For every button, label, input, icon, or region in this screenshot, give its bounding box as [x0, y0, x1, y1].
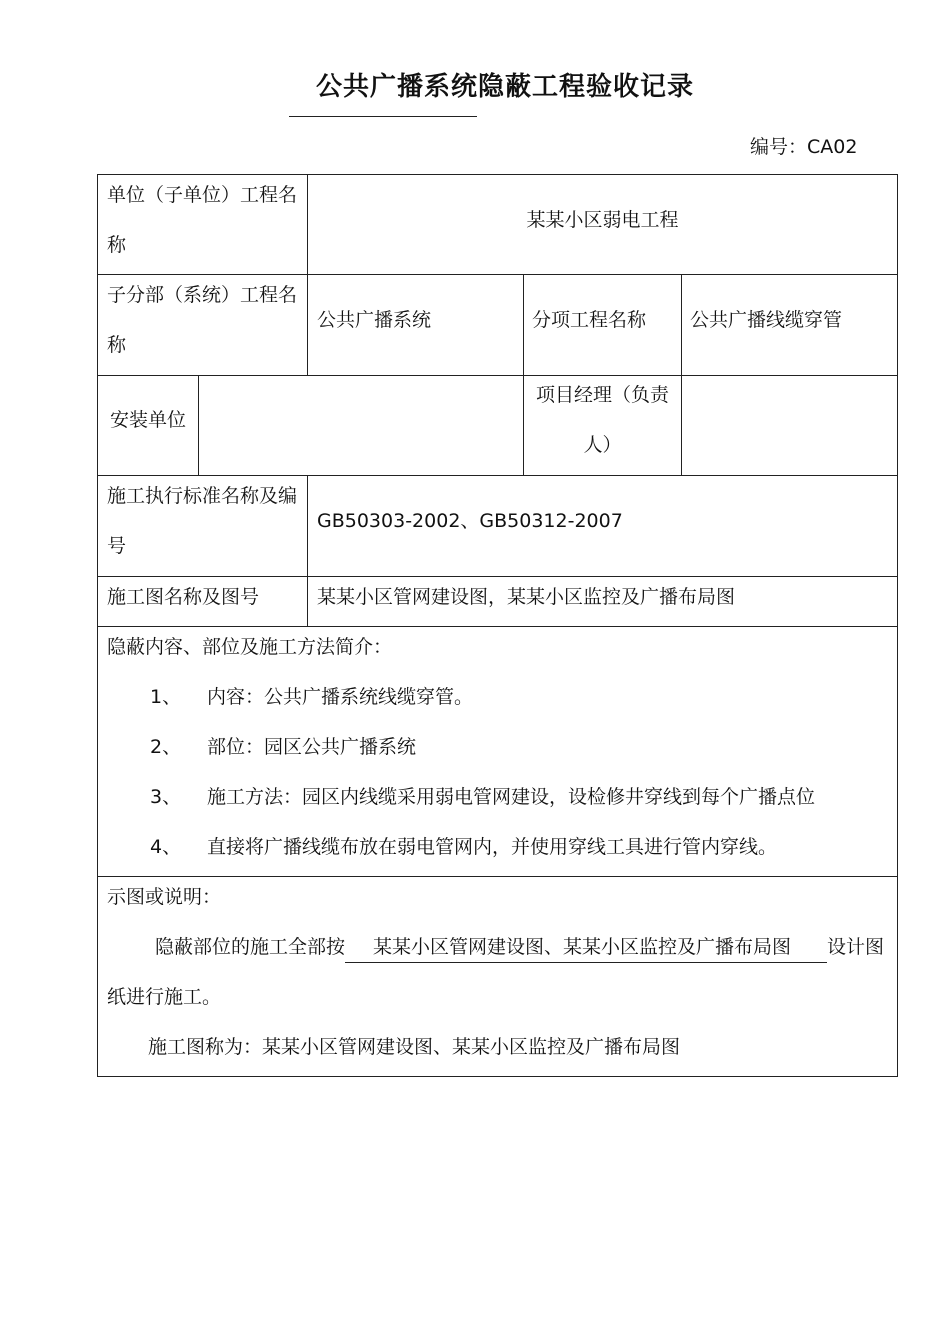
column-divider: [681, 274, 682, 475]
column-divider: [198, 375, 199, 475]
hidden-content-heading: 隐蔽内容、部位及施工方法简介：: [107, 636, 393, 658]
installation-unit-label: 安装单位: [109, 409, 186, 431]
table-border-left: [97, 174, 98, 1076]
unit-project-name-value: 某某小区弱电工程: [526, 209, 679, 231]
unit-project-name-label: 单位（子单位）工程名称: [107, 184, 298, 256]
drawing-name-value: 某某小区管网建设图，某某小区监控及广播布局图: [317, 586, 736, 608]
list-item-number: 1、: [150, 686, 182, 708]
drawing-name-statement: 施工图称为：某某小区管网建设图、某某小区监控及广播布局图: [148, 1036, 681, 1058]
project-manager-label: 项目经理（负责人）: [535, 384, 669, 456]
explanation-heading: 示图或说明：: [107, 886, 222, 908]
sub-item-name-label: 分项工程名称: [532, 309, 647, 331]
drawing-name-label: 施工图名称及图号: [107, 586, 260, 608]
page-title: 公共广播系统隐蔽工程验收记录: [315, 72, 694, 102]
table-border-bottom: [97, 1076, 898, 1077]
document-number: 编号：CA02: [750, 136, 858, 158]
construction-standard-label: 施工执行标准名称及编号: [107, 485, 298, 557]
title-underline: [289, 116, 477, 117]
subsystem-project-name-label: 子分部（系统）工程名称: [107, 284, 298, 356]
list-item: 内容：公共广播系统线缆穿管。: [207, 686, 474, 708]
explanation-line-continuation: 纸进行施工。: [107, 986, 222, 1008]
column-divider: [307, 475, 308, 626]
list-item-number: 3、: [150, 786, 182, 808]
subsystem-project-name-value: 公共广播系统: [317, 309, 432, 331]
explanation-line: [155, 922, 884, 972]
table-border-right: [897, 174, 898, 1076]
list-item: 直接将广播线缆布放在弱电管网内，并使用穿线工具进行管内穿线。: [207, 836, 778, 858]
explanation-prefix: 隐蔽部位的施工全部按: [155, 936, 346, 958]
column-divider: [523, 274, 524, 475]
sub-item-name-value: 公共广播线缆穿管: [690, 309, 843, 331]
construction-standard-value: GB50303-2002、GB50312-2007: [317, 510, 623, 532]
list-item-number: 4、: [150, 836, 182, 858]
drawing-reference-underlined: 某某小区管网建设图、某某小区监控及广播布局图: [345, 932, 827, 963]
list-item: 施工方法：园区内线缆采用弱电管网建设，设检修井穿线到每个广播点位: [207, 786, 816, 808]
row-divider: [97, 375, 898, 376]
list-item: 部位：园区公共广播系统: [207, 736, 417, 758]
list-item-number: 2、: [150, 736, 182, 758]
explanation-suffix: 设计图: [827, 936, 885, 958]
